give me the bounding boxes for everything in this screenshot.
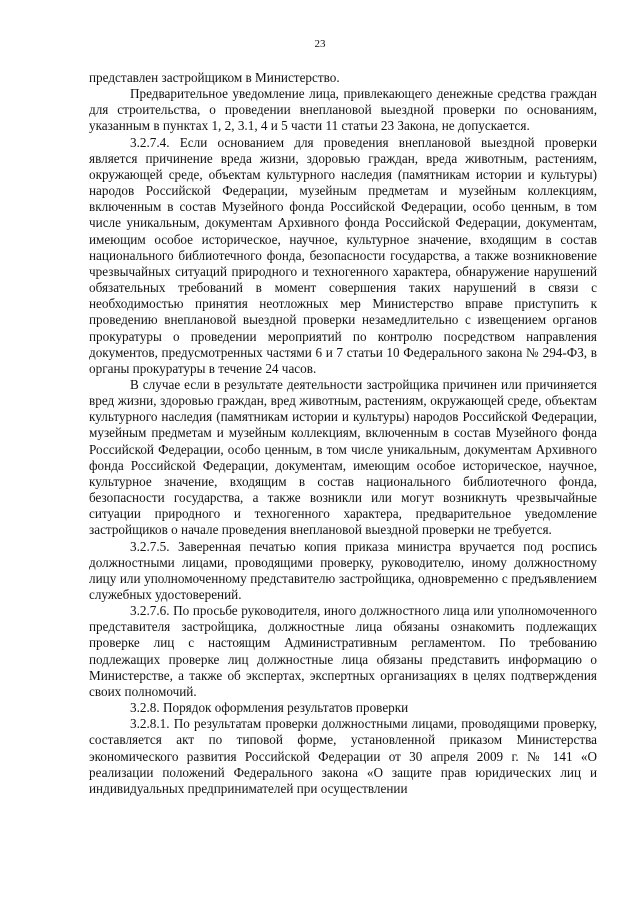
paragraph: В случае если в результате деятельности застройщика причинен или причиняется вред жизни, здоровью граждан, вред животным, растениям, окружающей среде, объектам культурного наследия (памятникам истории и культуры) народов Российской Федерации, музейным предметам и музейным коллекциям, включенным в состав Музейного фонда Российской Федерации, особо ценным, в том числе уникальным, документам Архивного фонда Российской Федерации, документам, имеющим особое историческое, научное, культурное значение, входящим в состав национального библиотечного фонда, безопасности государства, а также возникли или могут возникнуть чрезвычайные ситуации природного и техногенного характера, предварительное уведомление застройщиков о начале проведения внеплановой выездной проверки не требуется. <box>89 376 597 538</box>
document-body <box>89 70 597 797</box>
paragraph: 3.2.8.1. По результатам проверки должностными лицами, проводящими проверку, составляется акт по типовой форме, установленной приказом Министерства экономического развития Российской Федерации от 30 апреля 2009 г. № 141 «О реализации положений Федерального закона «О защите прав юридических лиц и индивидуальных предпринимателей при осуществлении <box>89 716 597 796</box>
paragraph: представлен застройщиком в Министерство. <box>89 70 340 85</box>
paragraph: Предварительное уведомление лица, привлекающего денежные средства граждан для строительства, о проведении внеплановой выездной проверки по основаниям, указанным в пунктах 1, 2, 3.1, 4 и 5 части 11 статьи 23 Закона, не допускается. <box>89 86 597 134</box>
paragraph: 3.2.7.6. По просьбе руководителя, иного должностного лица или уполномоченного представителя застройщика, должностные лица обязаны ознакомить подлежащих проверке лиц с настоящим Административным регламентом. По требованию подлежащих проверке лиц должностные лица обязаны представить информацию о Министерстве, а также об экспертах, экспертных организациях в целях подтверждения своих полномочий. <box>89 603 597 699</box>
section-heading: 3.2.8. Порядок оформления результатов проверки <box>130 700 409 716</box>
paragraph: 3.2.7.5. Заверенная печатью копия приказа министра вручается под роспись должностными лицами, проводящими проверку, руководителю, иному должностному лицу или уполномоченному представителю застройщика, одновременно с предъявлением служебных удостоверений. <box>89 538 597 602</box>
paragraph: 3.2.7.4. Если основанием для проведения внеплановой выездной проверки является причинение вреда жизни, здоровью граждан, вреда животным, растениям, окружающей среде, объектам культурного наследия (памятникам истории и культуры) народов Российской Федерации, музейным предметам и музейным коллекциям, включенным в состав Музейного фонда Российской Федерации, особо ценным, в том числе уникальным, документам Архивного фонда Российской Федерации, документам, имеющим особое историческое, научное, культурное значение, входящим в состав национального библиотечного фонда, безопасности государства, а также возникновение чрезвычайных ситуаций природного и техногенного характера, обнаружение нарушений обязательных требований в момент совершения таких нарушений в связи с необходимостью принятия неотложных мер Министерство вправе приступить к проведению внеплановой выездной проверки незамедлительно с извещением органов прокуратуры о проведении мероприятий по контролю посредством направления документов, предусмотренных частями 6 и 7 статьи 10 Федерального закона № 294-ФЗ, в органы прокуратуры в течение 24 часов. <box>89 134 597 376</box>
page-number: 23 <box>314 38 326 50</box>
